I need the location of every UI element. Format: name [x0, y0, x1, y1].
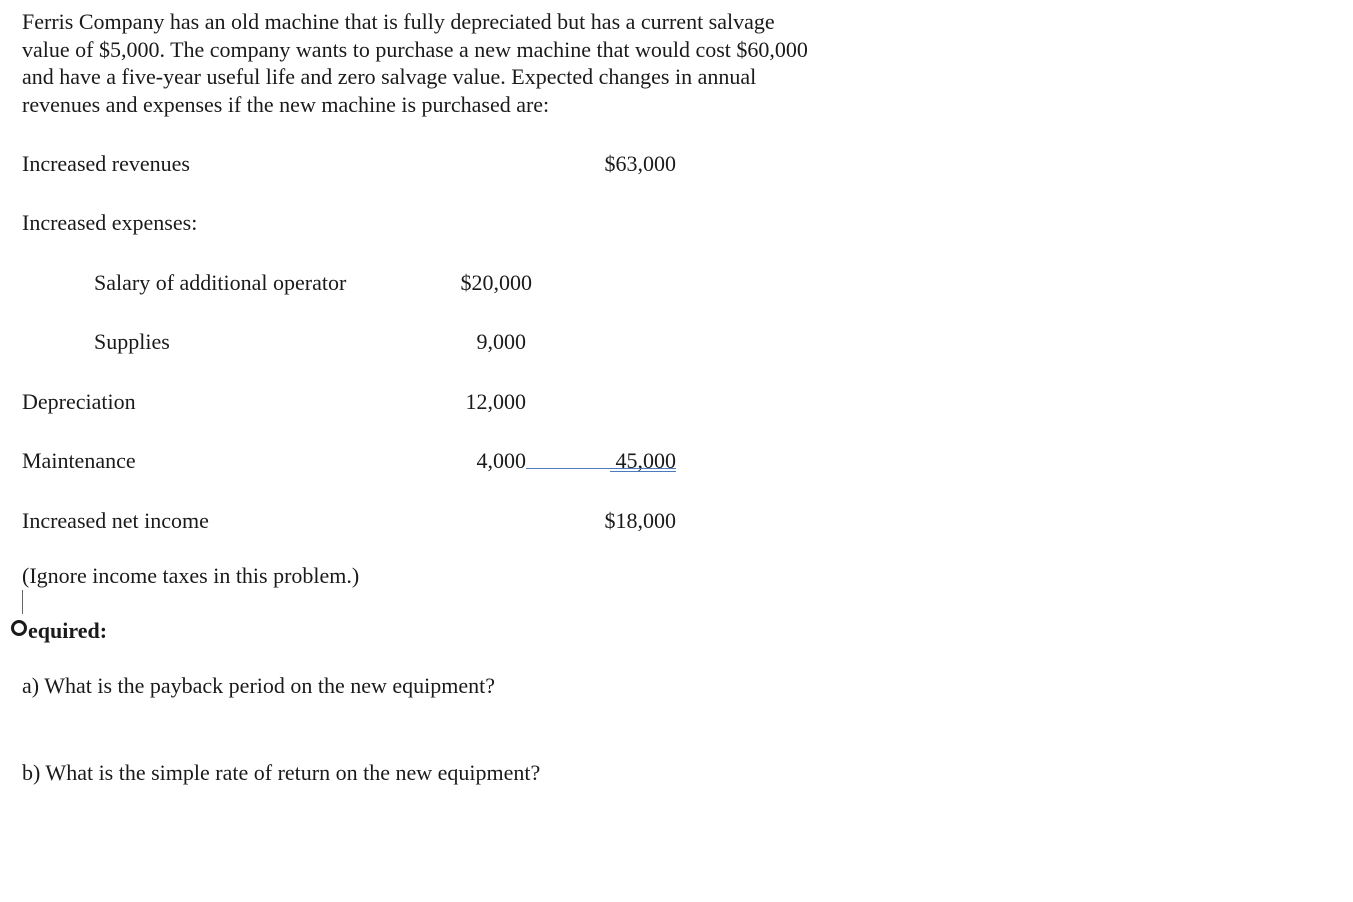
salary-label: Salary of additional operator: [94, 270, 347, 295]
increased-expenses-label: Increased expenses:: [22, 210, 198, 235]
increased-revenues-label: Increased revenues: [22, 151, 190, 176]
maintenance-amount: 4,000: [476, 448, 526, 473]
ignore-taxes-note: (Ignore income taxes in this problem.): [22, 563, 360, 588]
net-income-label: Increased net income: [22, 508, 209, 533]
intro-paragraph: [22, 8, 902, 119]
depreciation-amount: 12,000: [465, 389, 526, 414]
net-income-total: $18,000: [604, 508, 676, 533]
increased-revenues-total: $63,000: [604, 151, 676, 176]
drag-handle-icon[interactable]: [11, 620, 27, 636]
intro-line-4: revenues and expenses if the new machine is purchased are:: [22, 92, 550, 118]
supplies-label: Supplies: [94, 329, 170, 354]
maintenance-label: Maintenance: [22, 448, 136, 473]
intro-line-2: value of $5,000. The company wants to purchase a new machine that would cost $60,000: [22, 36, 808, 62]
underline-rule-1: [526, 468, 676, 469]
intro-line-3: and have a five-year useful life and zero salvage value. Expected changes in annual: [22, 64, 757, 90]
question-a: a) What is the payback period on the new equipment?: [22, 673, 496, 698]
text-cursor: [22, 590, 23, 614]
underline-rule-2: [610, 471, 676, 472]
expenses-total: 45,000: [615, 448, 676, 473]
question-b: b) What is the simple rate of return on the new equipment?: [22, 760, 541, 785]
intro-line-1: Ferris Company has an old machine that is fully depreciated but has a current salvage: [22, 9, 775, 34]
supplies-amount: 9,000: [476, 329, 526, 354]
salary-amount: $20,000: [460, 270, 532, 295]
required-heading: equired:: [28, 618, 108, 643]
depreciation-label: Depreciation: [22, 389, 136, 414]
